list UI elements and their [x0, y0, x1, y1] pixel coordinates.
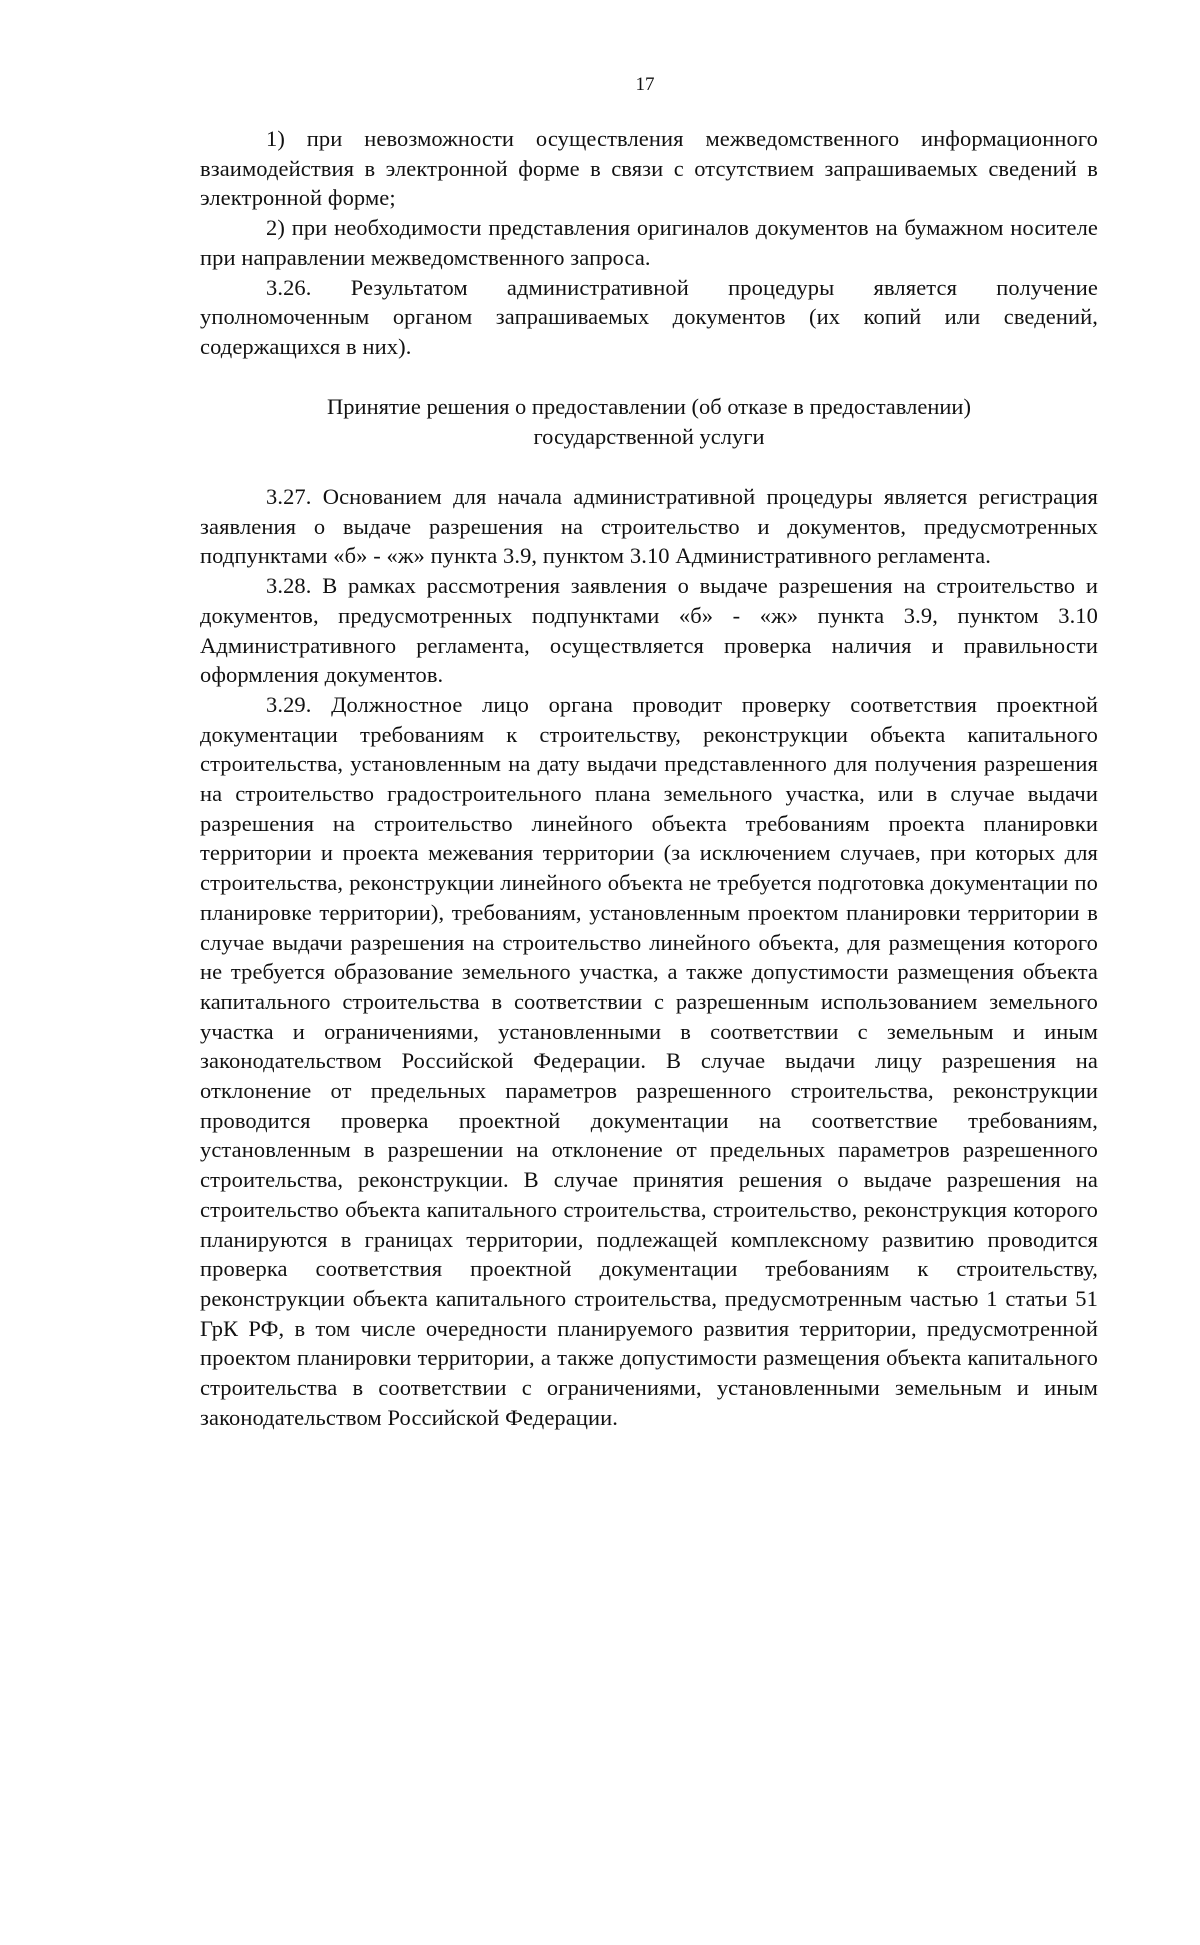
paragraph-3-26: 3.26. Результатом административной процедуры является получение уполномоченным органом запрашиваемых документов (их копий или сведений, содержащихся в них). [200, 274, 1098, 359]
main-paragraphs [200, 482, 1098, 1433]
page-number: 17 [635, 74, 655, 95]
paragraph-item-1: 1) при невозможности осуществления межведомственного информационного взаимодействия в электронной форме в связи с отсутствием запрашиваемых сведений в электронной форме; [200, 126, 1098, 211]
paragraph-item-2: 2) при необходимости представления оригиналов документов на бумажном носителе при направлении межведомственного запроса. [200, 215, 1098, 270]
paragraph-3-29: 3.29. Должностное лицо органа проводит проверку соответствия проектной документации требованиям к строительству, реконструкции объекта капитального строительства, установленным на дату выдачи представленного для получения разрешения на строительство градостроительного плана земельного участка, или в случае выдачи разрешения на строительство линейного объекта требованиям проекта планировки территории и проекта межевания территории (за исключением случаев, при которых для строительства, реконструкции линейного объекта не требуется подготовка документации по планировке территории), требованиям, установленным проектом планировки территории в случае выдачи разрешения на строительство линейного объекта, для размещения которого не требуется образование земельного участка, а также допустимости размещения объекта капитального строительства в соответствии с разрешенным использованием земельного участка и ограничениями, установленными в соответствии с земельным и иным законодательством Российской Федерации. В случае выдачи лицу разрешения на отклонение от предельных параметров разрешенного строительства, реконструкции проводится проверка проектной документации на соответствие требованиям, установленным в разрешении на отклонение от предельных параметров разрешенного строительства, реконструкции. В случае принятия решения о выдаче разрешения на строительство объекта капитального строительства, строительство, реконструкция которого планируются в границах территории, подлежащей комплексному развитию проводится проверка соответствия проектной документации требованиям к строительству, реконструкции объекта капитального строительства, предусмотренным частью 1 статьи 51 ГрК РФ, в том числе очередности планируемого развития территории, предусмотренной проектом планировки территории, а также допустимости размещения объекта капитального строительства в соответствии с ограничениями, установленными земельным и иным законодательством Российской Федерации. [200, 691, 1098, 1430]
paragraph-3-27: 3.27. Основанием для начала административной процедуры является регистрация заявления о выдаче разрешения на строительство и документов, предусмотренных подпунктами «б» - «ж» пункта 3.9, пунктом 3.10 Административного регламента. [200, 484, 1098, 569]
section-heading [200, 392, 1098, 451]
section-heading-line-1: Принятие решения о предоставлении (об отказе в предоставлении) [327, 394, 971, 419]
top-paragraphs [200, 124, 1098, 362]
paragraph-3-28: 3.28. В рамках рассмотрения заявления о выдаче разрешения на строительство и документов, предусмотренных подпунктами «б» - «ж» пункта 3.9, пунктом 3.10 Административного регламента, осуществляется проверка наличия и правильности оформления документов. [200, 573, 1098, 688]
section-heading-line-2: государственной услуги [533, 423, 765, 449]
